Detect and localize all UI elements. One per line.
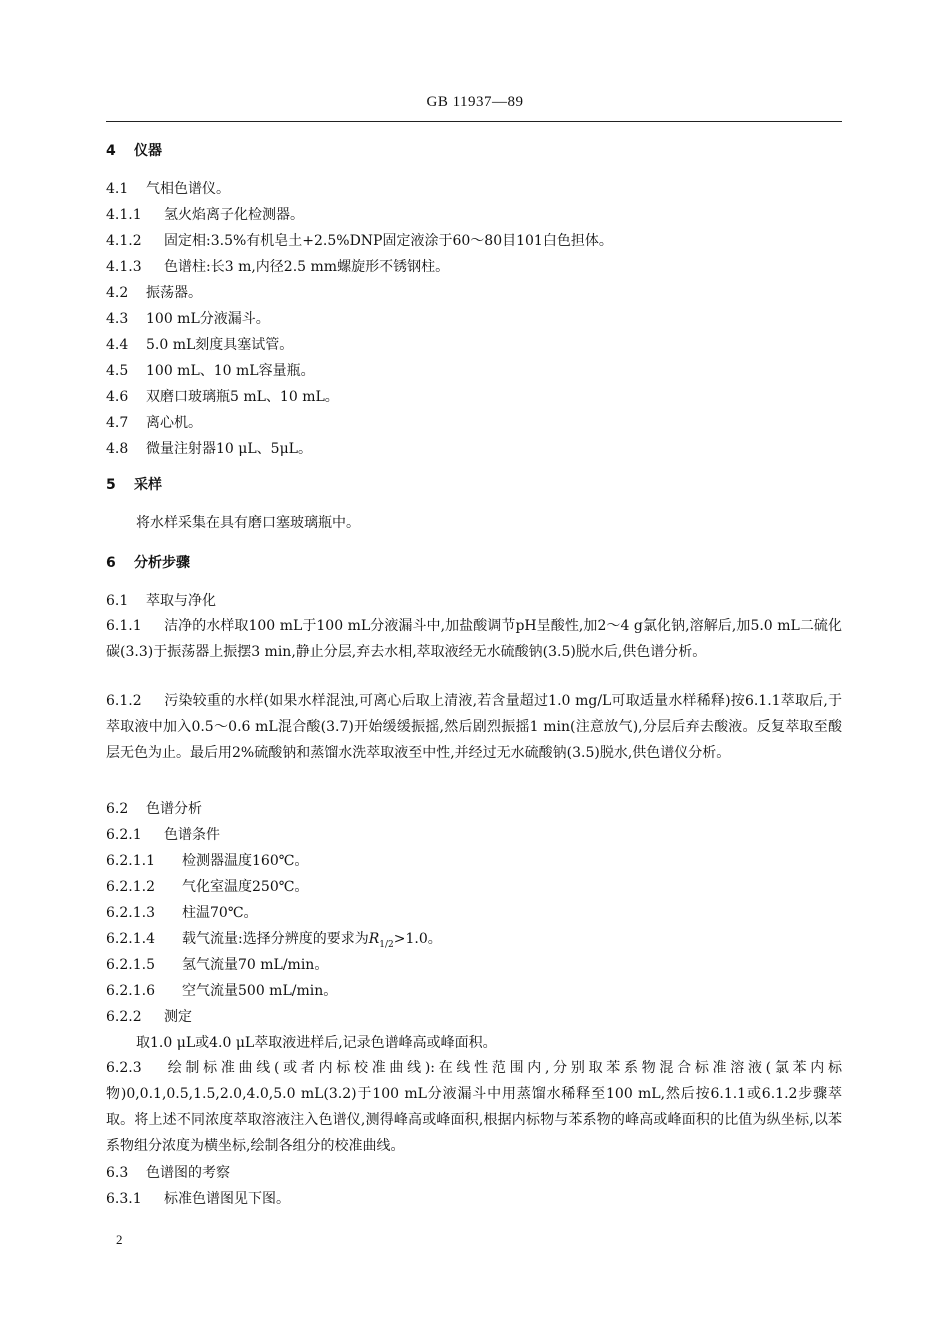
paragraph-6-2-3: 6.2.3 绘制标准曲线(或者内标校准曲线):在线性范围内,分别取苯系物混合标准溶液(氯苯内标物)0,0.1,0.5,1.5,2.0,4.0,5.0 mL(3.2)于100 mL分液漏斗中用蒸馏水稀释至100 mL,然后按6.1.1或6.1.2步骤萃取。将上述不同浓度萃取溶液注入色谱仪,测得峰高或峰面积,根据内标物与苯系物的峰高或峰面积的比值为纵坐标,以苯系物组分浓度为横坐标,绘制各组分的校准曲线。 (106, 1060, 842, 1154)
list-item: 4.1.1 氢火焰离子化检测器。 (106, 207, 304, 223)
item-6-2-1-5: 6.2.1.5 氢气流量70 mL/min。 (106, 957, 329, 973)
document-code-header: GB 11937—89 (426, 94, 524, 110)
section-number: 4 (106, 143, 116, 159)
subsection-6-2-1: 6.2.1 色谱条件 (106, 827, 220, 843)
section-5-heading (106, 476, 162, 494)
subsection-6-3-1: 6.3.1 标准色谱图见下图。 (106, 1191, 290, 1207)
section-number: 6 (106, 555, 116, 571)
list-item: 4.4 5.0 mL刻度具塞试管。 (106, 337, 294, 353)
list-item: 4.3 100 mL分液漏斗。 (106, 311, 270, 327)
list-item: 4.1.2 固定相:3.5%有机皂土+2.5%DNP固定液涂于60～80目101白色担体。 (106, 233, 613, 249)
paragraph-6-2-2: 取1.0 μL或4.0 μL萃取液进样后,记录色谱峰高或峰面积。 (136, 1035, 497, 1051)
item-6-2-1-1: 6.2.1.1 检测器温度160℃。 (106, 853, 309, 869)
page-number: 2 (116, 1232, 123, 1247)
subsection-6-1: 6.1 萃取与净化 (106, 593, 216, 609)
section-title: 分析步骤 (134, 555, 190, 571)
list-item: 4.5 100 mL、10 mL容量瓶。 (106, 363, 315, 379)
section-6-heading (106, 554, 190, 572)
resolution-symbol: R (368, 931, 380, 947)
section-4-heading (106, 142, 162, 160)
paragraph-6-1-2: 6.1.2 污染较重的水样(如果水样混浊,可离心后取上清液,若含量超过1.0 mg/L可取适量水样稀释)按6.1.1萃取后,于萃取液中加入0.5～0.6 mL混合酸(3.7)开始缓缓振摇,然后剧烈振摇1 min(注意放气),分层后弃去酸液。反复萃取至酸层无色为止。最后用2%硫酸钠和蒸馏水洗萃取液至中性,并经过无水硫酸钠(3.5)脱水,供色谱仪分析。 (106, 693, 842, 761)
section-5-body: 将水样采集在具有磨口塞玻璃瓶中。 (136, 515, 360, 531)
subsection-6-2: 6.2 色谱分析 (106, 801, 202, 817)
item-6-2-1-6: 6.2.1.6 空气流量500 mL/min。 (106, 983, 338, 999)
resolution-subscript: 1/2 (379, 939, 394, 950)
list-item: 4.8 微量注射器10 μL、5μL。 (106, 441, 312, 457)
subsection-6-2-2: 6.2.2 测定 (106, 1009, 192, 1025)
item-6-2-1-4: 6.2.1.4 载气流量:选择分辨度的要求为$R_{1/2}>1.0$。 (106, 931, 442, 950)
paragraph-6-1-1: 6.1.1 洁净的水样取100 mL于100 mL分液漏斗中,加盐酸调节pH呈酸性,加2～4 g氯化钠,溶解后,加5.0 mL二硫化碳(3.3)于振荡器上振摆3 min,静止分层,弃去水相,萃取液经无水硫酸钠(3.5)脱水后,供色谱分析。 (106, 618, 842, 660)
list-item: 4.1 气相色谱仪。 (106, 181, 230, 197)
section-title: 仪器 (134, 143, 162, 159)
header-rule (106, 121, 842, 122)
list-item: 4.7 离心机。 (106, 415, 202, 431)
list-item: 4.6 双磨口玻璃瓶5 mL、10 mL。 (106, 389, 339, 405)
list-item: 4.2 振荡器。 (106, 285, 202, 301)
item-6-2-1-2: 6.2.1.2 气化室温度250℃。 (106, 879, 309, 895)
item-6-2-1-3: 6.2.1.3 柱温70℃。 (106, 905, 258, 921)
list-item: 4.1.3 色谱柱:长3 m,内径2.5 mm螺旋形不锈钢柱。 (106, 259, 450, 275)
subsection-6-3: 6.3 色谱图的考察 (106, 1165, 230, 1181)
section-number: 5 (106, 477, 116, 493)
section-title: 采样 (134, 477, 162, 493)
